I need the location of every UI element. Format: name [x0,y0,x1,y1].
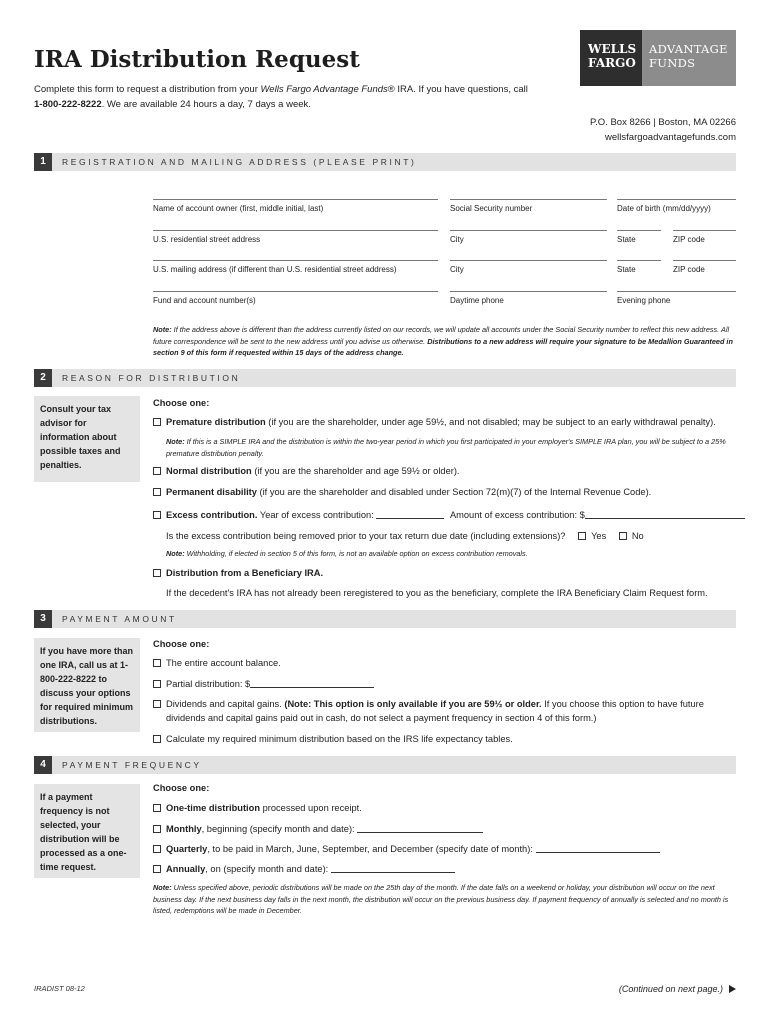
no-option[interactable]: No [619,531,644,541]
wells-fargo-logo [580,30,736,86]
quarterly-checkbox[interactable] [153,845,161,853]
logo-right: ADVANTAGE FUNDS [642,30,736,86]
premature-checkbox[interactable] [153,418,161,426]
partial-checkbox[interactable] [153,680,161,688]
option-one-time[interactable]: One-time distribution processed upon receipt. [153,802,362,815]
option-entire-balance[interactable]: The entire account balance. [153,657,281,670]
mailing-state-field[interactable]: State [617,260,661,274]
one-time-checkbox[interactable] [153,804,161,812]
tax-advisor-sidebar: Consult your tax advisor for information about possible taxes and penalties. [34,396,140,482]
entire-balance-checkbox[interactable] [153,659,161,667]
section-4-header [34,756,736,774]
frequency-note: Note: Unless specified above, periodic distributions will be made on the 25th day of the month. If the date falls on a weekend or holiday, your distribution will occur on the next business day. If the next business day falls in the next month, the distribution will occur on the previous business day. If payment frequency of annually is selected and no month is listed, redemptions will be made in December. [153,883,729,915]
choose-one-label: Choose one: [153,783,210,793]
section-title: PAYMENT FREQUENCY [62,760,202,770]
dividends-continued: dividends and capital gains paid out in cash, do not select a payment frequency in section 4 of this form.) [166,713,597,723]
residential-zip-field[interactable]: ZIP code [673,230,736,244]
yes-checkbox[interactable] [578,532,586,540]
mailing-address-block: P.O. Box 8266 | Boston, MA 02266 wellsfargoadvantagefunds.com [590,117,736,143]
evening-phone-field[interactable]: Evening phone [617,291,736,305]
frequency-sidebar: If a payment frequency is not selected, your distribution will be processed as a one-time request. [34,784,140,878]
option-premature[interactable]: Premature distribution (if you are the shareholder, under age 59½, and not disabled; may be subject to an early withdrawal penalty). [153,416,716,429]
rmd-checkbox[interactable] [153,735,161,743]
choose-one-label: Choose one: [153,398,210,408]
logo-left: WELLS FARGO [580,30,642,86]
residential-street-field[interactable]: U.S. residential street address [153,230,438,244]
yes-option[interactable]: Yes [578,531,606,541]
monthly-date-input[interactable] [357,832,483,833]
mailing-zip-field[interactable]: ZIP code [673,260,736,274]
website-link[interactable]: wellsfargoadvantagefunds.com [605,132,736,143]
dob-field[interactable]: Date of birth (mm/dd/yyyy) [617,199,736,213]
option-excess[interactable]: Excess contribution. Year of excess contribution: Amount of excess contribution: $ [153,509,745,522]
section-number: 3 [34,610,52,628]
section-3-header [34,610,736,628]
owner-name-field[interactable]: Name of account owner (first, middle initial, last) [153,199,438,213]
mailing-city-field[interactable]: City [450,260,607,274]
annually-checkbox[interactable] [153,865,161,873]
section-2-header [34,369,736,387]
option-annually[interactable]: Annually, on (specify month and date): [153,863,455,876]
section-1-header [34,153,736,171]
excess-amount-input[interactable] [585,518,745,519]
arrow-right-icon [729,985,736,993]
disability-checkbox[interactable] [153,488,161,496]
section-number: 4 [34,756,52,774]
section-title: REASON FOR DISTRIBUTION [62,373,241,383]
section-number: 1 [34,153,52,171]
continued-next-page: (Continued on next page.) [619,984,736,994]
phone-number: 1-800-222-8222 [34,99,102,110]
fund-account-field[interactable]: Fund and account number(s) [153,291,438,305]
option-disability[interactable]: Permanent disability (if you are the shareholder and disabled under Section 72(m)(7) of the Internal Revenue Code). [153,486,651,499]
residential-state-field[interactable]: State [617,230,661,244]
ira-options-sidebar: If you have more than one IRA, call us at 1-800-222-8222 to discuss your options for required minimum distributions. [34,638,140,732]
excess-year-input[interactable] [376,518,444,519]
option-normal[interactable]: Normal distribution (if you are the shareholder and age 59½ or older). [153,465,460,478]
option-monthly[interactable]: Monthly, beginning (specify month and date): [153,823,483,836]
address-note: Note: If the address above is different than the address currently listed on our records, we will update all accounts under the Social Security number to reflect this new address. All future correspondence will be sent to the new address until you advise us otherwise. Distributions to a new address will require your signature to be Medallion Guaranteed in section 9 of this form if requested within 15 days of the address change. [153,325,733,357]
option-beneficiary[interactable]: Distribution from a Beneficiary IRA. [153,567,323,580]
quarterly-date-input[interactable] [536,852,660,853]
normal-checkbox[interactable] [153,467,161,475]
intro-text: Complete this form to request a distribution from your Wells Fargo Advantage Funds® IRA. If you have questions, call 1-800-222-8222. We are available 24 hours a day, 7 days a week. [34,84,528,110]
residential-city-field[interactable]: City [450,230,607,244]
annually-date-input[interactable] [331,872,455,873]
page-title: IRA Distribution Request [34,46,360,73]
section-title: PAYMENT AMOUNT [62,614,177,624]
option-quarterly[interactable]: Quarterly, to be paid in March, June, September, and December (specify date of month): [153,843,660,856]
daytime-phone-field[interactable]: Daytime phone [450,291,607,305]
beneficiary-checkbox[interactable] [153,569,161,577]
section-number: 2 [34,369,52,387]
excess-question: Is the excess contribution being removed prior to your tax return due date (including extensions)? Yes No [166,531,644,541]
beneficiary-text: If the decedent's IRA has not already been reregistered to you as the beneficiary, complete the IRA Beneficiary Claim Request form. [166,588,708,598]
mailing-street-field[interactable]: U.S. mailing address (if different than U.S. residential street address) [153,260,438,274]
withholding-note: Note: Withholding, if elected in section 5 of this form, is not an available option on excess contribution removals. [166,549,528,558]
option-dividends[interactable]: Dividends and capital gains. (Note: This option is only available if you are 59½ or older. If you choose this option to have future [153,698,704,711]
no-checkbox[interactable] [619,532,627,540]
ssn-field[interactable]: Social Security number [450,199,607,213]
excess-checkbox[interactable] [153,511,161,519]
simple-ira-note: Note: If this is a SIMPLE IRA and the distribution is within the two-year period in which you first participated in your employer's SIMPLE IRA plan, you will be subject to a 25% premature distribution penalty. [166,437,726,458]
section-title: REGISTRATION AND MAILING ADDRESS (PLEASE PRINT) [62,157,417,167]
form-code: IRADIST 08-12 [34,984,85,993]
choose-one-label: Choose one: [153,639,210,649]
monthly-checkbox[interactable] [153,825,161,833]
dividends-checkbox[interactable] [153,700,161,708]
option-partial[interactable]: Partial distribution: $ [153,678,374,691]
option-rmd[interactable]: Calculate my required minimum distribution based on the IRS life expectancy tables. [153,733,513,746]
partial-amount-input[interactable] [250,687,374,688]
